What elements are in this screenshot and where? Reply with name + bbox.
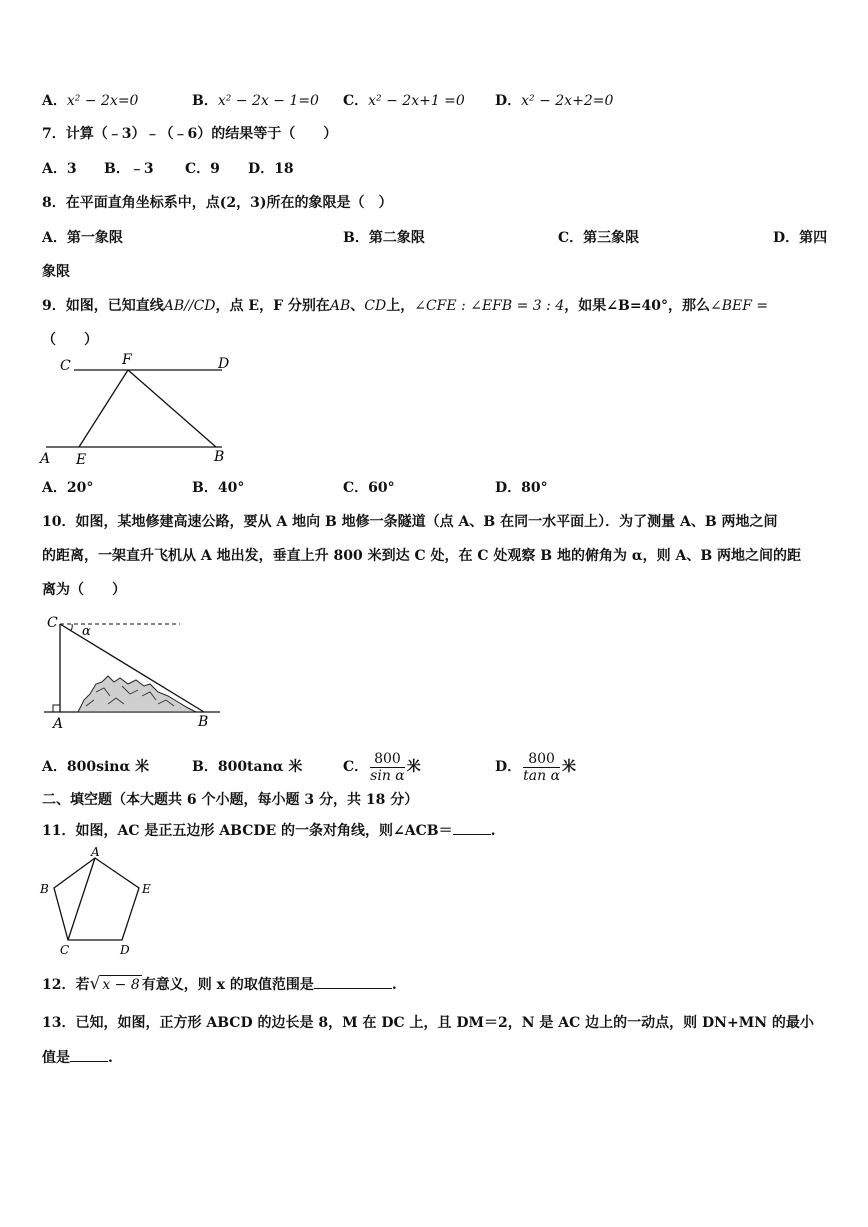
- label-a: A: [91, 846, 100, 859]
- q13-line1: 13．已知，如图，正方形 ABCD 的边长是 8，M 在 DC 上，且 DM＝2，N 是 AC 边上的一动点，则 DN+MN 的最小: [42, 1015, 814, 1031]
- q8-stem: 8．在平面直角坐标系中，点(2，3)所在的象限是（ ）: [42, 195, 393, 211]
- q8-option-c: C．第三象限: [558, 230, 640, 246]
- label-a: A: [40, 451, 51, 467]
- label-d: D: [120, 943, 130, 957]
- q10-option-c: C． $\frac{800}{\text{sin α}}$ 米: [343, 750, 421, 784]
- label-b: B: [40, 882, 49, 896]
- q10-line3: 离为（ ）: [42, 582, 126, 598]
- label-c: C: [60, 358, 71, 374]
- q10-line2: 的距离，一架直升飞机从 A 地出发，垂直上升 800 米到达 C 处，在 C 处观察 B 地的俯角为 α，则 A、B 两地之间的距: [42, 548, 802, 564]
- fraction-c: $\frac{800}{\text{sin α}}$: [370, 750, 405, 784]
- diagonal-ac: [68, 858, 95, 940]
- label-e: E: [76, 452, 87, 468]
- q13-line2: 值是 .: [42, 1047, 113, 1067]
- q6-option-c: C．x² − 2x+1 =0: [343, 93, 465, 109]
- segment-fb: [128, 370, 216, 447]
- q10-figure: [38, 612, 228, 732]
- label-b: B: [214, 449, 225, 465]
- q11-stem: 11．如图，AC 是正五边形 ABCDE 的一条对角线，则∠ACB＝ .: [42, 820, 495, 840]
- q12-stem: 12．若√ x − 8 有意义，则 x 的取值范围是 .: [42, 974, 397, 994]
- label-alpha: α: [82, 624, 91, 639]
- mountain-illustration: [78, 676, 196, 712]
- q11-pentagon-figure: [36, 846, 156, 958]
- section-heading: 二、填空题（本大题共 6 个小题，每小题 3 分，共 18 分）: [42, 792, 419, 808]
- q9-stem: 9．如图，已知直线AB//CD，点 E，F 分别在AB、CD上，∠CFE : ∠EFB = 3 : 4，如果∠B=40°，那么∠BEF =: [42, 298, 769, 314]
- q9-option-a: A．20°: [42, 480, 94, 496]
- q9-paren: （ ）: [42, 332, 98, 348]
- q10-line1: 10．如图，某地修建高速公路，要从 A 地向 B 地修一条隧道（点 A、B 在同一水平面上）．为了测量 A、B 两地之间: [42, 514, 778, 530]
- q7-stem: 7．计算（﹣3）﹣（﹣6）的结果等于（ ）: [42, 126, 338, 142]
- q7-option-c: C．9: [185, 161, 220, 177]
- label-f: F: [122, 352, 132, 368]
- q8-option-a: A．第一象限: [42, 230, 123, 246]
- q10-option-a: A．800sinα 米: [42, 759, 150, 775]
- q9-option-c: C．60°: [343, 480, 395, 496]
- q8-option-d-wrap: 象限: [42, 264, 70, 280]
- q6-option-a: A．x² − 2x=0: [42, 93, 139, 109]
- q7-option-a: A．3: [42, 161, 77, 177]
- q10-option-b: B．800tanα 米: [192, 759, 303, 775]
- q11-answer-blank: [453, 820, 491, 835]
- fraction-d: $\frac{800}{\text{tan α}}$: [523, 750, 561, 784]
- q8-option-b: B．第二象限: [343, 230, 425, 246]
- label-b: B: [198, 714, 209, 730]
- q7-option-d: D．18: [248, 161, 294, 177]
- sqrt-symbol: √: [89, 974, 101, 994]
- sqrt-radicand: x − 8: [102, 977, 140, 993]
- right-angle-mark: [53, 705, 60, 712]
- label-c: C: [60, 943, 70, 957]
- q9-figure: [36, 350, 236, 470]
- label-c: C: [47, 615, 58, 631]
- label-d: D: [218, 356, 230, 372]
- q9-option-d: D．80°: [495, 480, 548, 496]
- q10-option-d: D． $\frac{800}{\text{tan α}}$ 米: [495, 750, 577, 784]
- q6-option-d: D．x² − 2x+2=0: [495, 93, 614, 109]
- q12-answer-blank: [314, 974, 392, 989]
- q9-option-b: B．40°: [192, 480, 245, 496]
- q13-answer-blank: [70, 1047, 108, 1062]
- q6-option-b: B．x² − 2x − 1=0: [192, 93, 319, 109]
- q8-option-d: D．第四: [773, 230, 828, 246]
- pentagon-abcde: [54, 858, 139, 940]
- label-e: E: [142, 882, 151, 896]
- segment-fe: [79, 370, 128, 447]
- label-a: A: [53, 716, 64, 732]
- q7-option-b: B．﹣3: [104, 161, 154, 177]
